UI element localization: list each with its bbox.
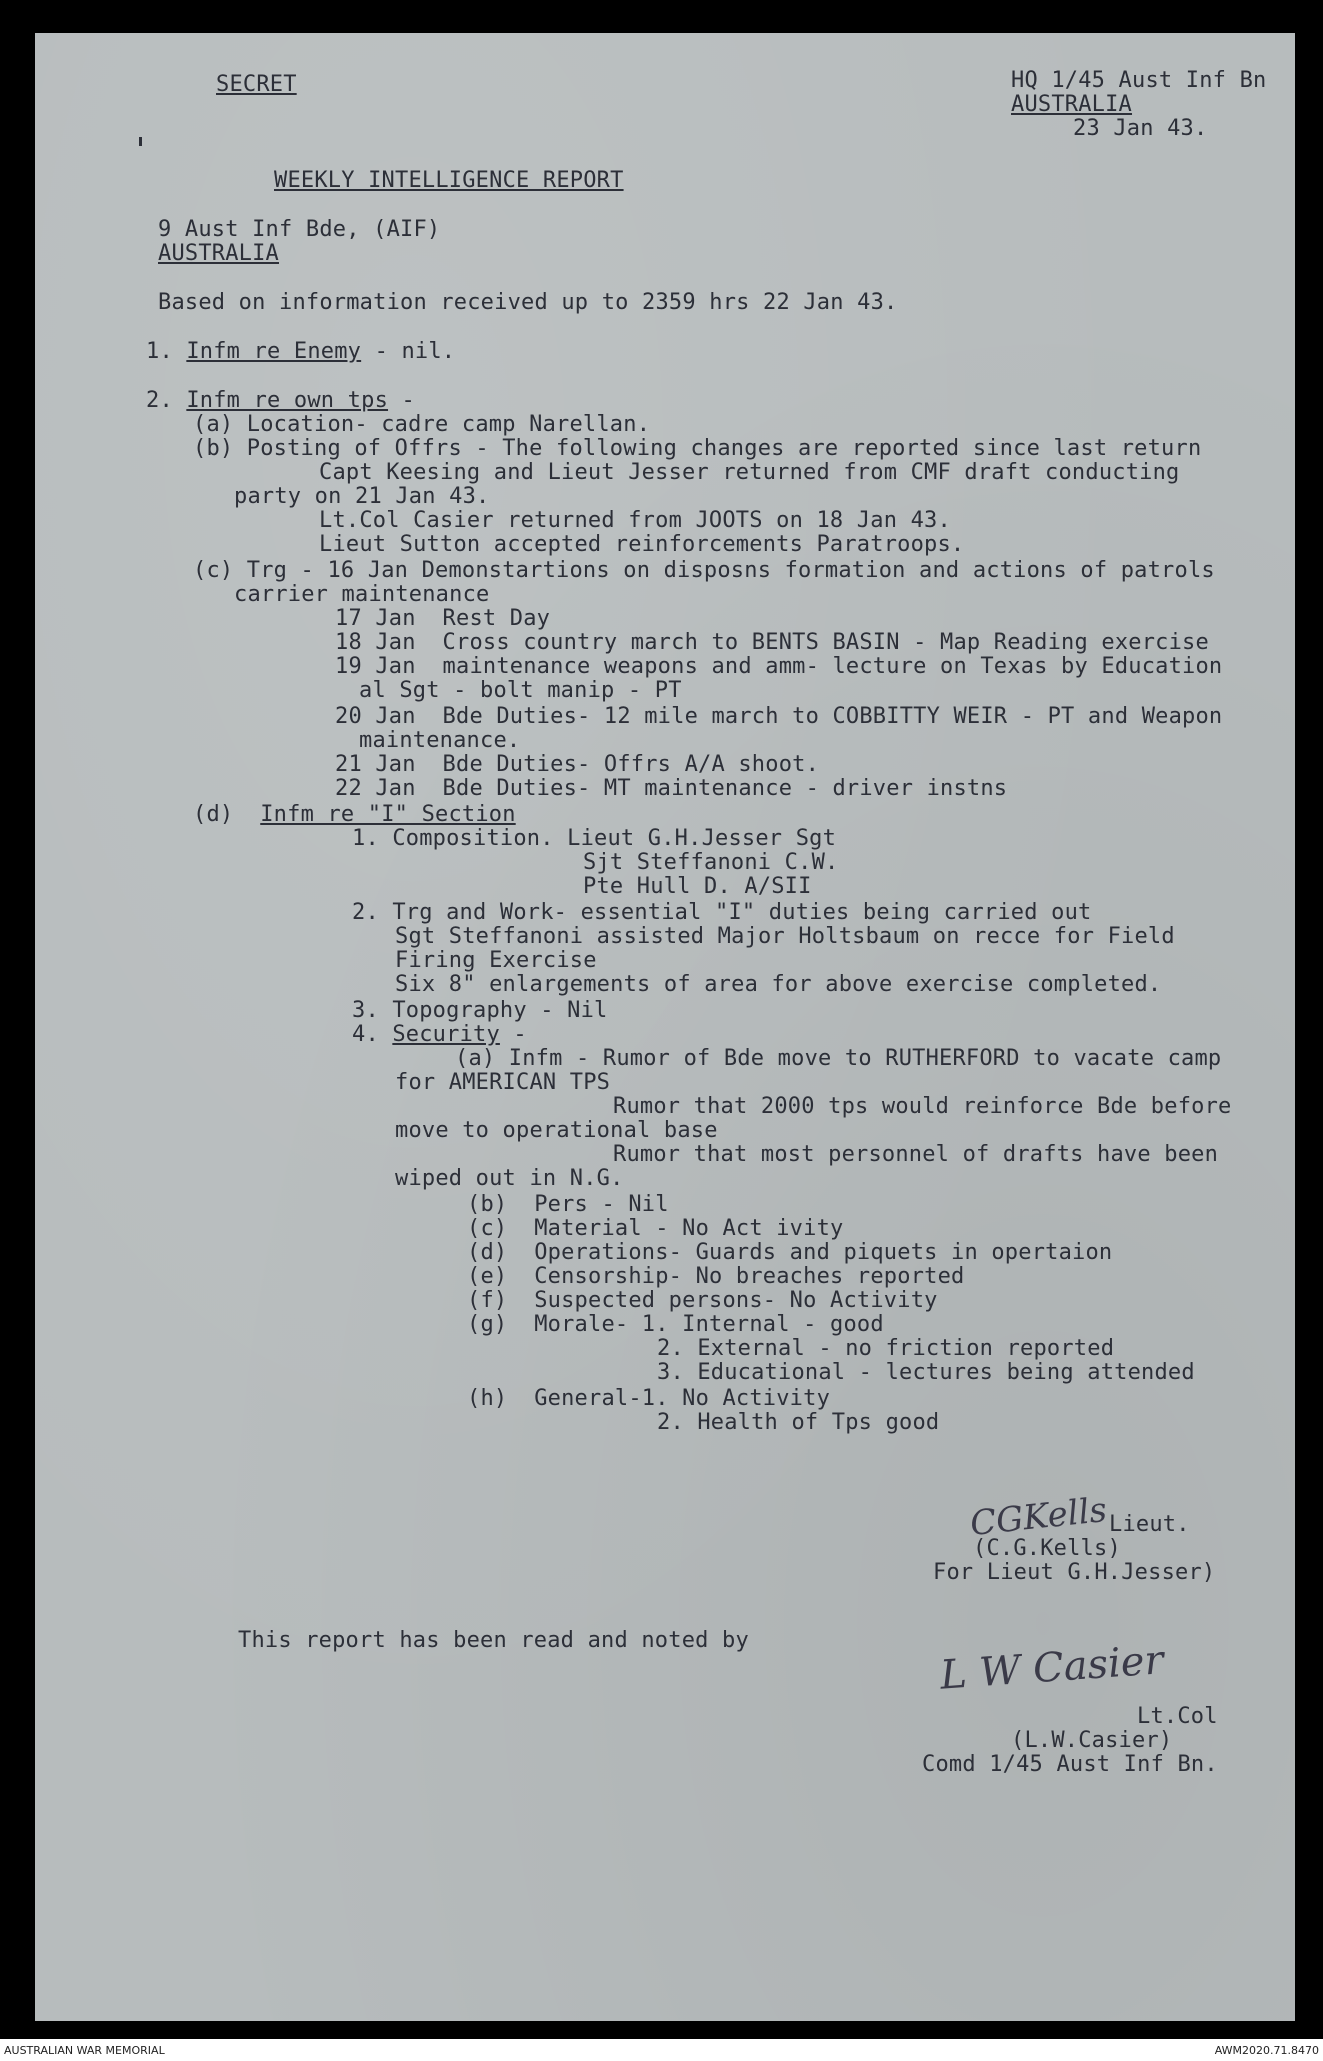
- posting-line: (b) Posting of Offrs - The following changes are reported since last return: [193, 436, 1202, 461]
- item-text: - nil.: [361, 339, 456, 364]
- training-line: carrier maintenance: [234, 582, 490, 607]
- item-1: [146, 340, 455, 364]
- security-line: 3. Educational - lectures being attended: [657, 1360, 1195, 1385]
- training-line: maintenance.: [359, 728, 521, 753]
- training-line: 20 Jan Bde Duties- 12 mile march to COBBITTY WEIR - PT and Weapon: [335, 704, 1223, 729]
- security-line: wiped out in N.G.: [395, 1166, 624, 1191]
- security-line: for AMERICAN TPS: [395, 1070, 611, 1095]
- signature-rank: Lt.Col: [1137, 1704, 1218, 1729]
- location-line: (a) Location- cadre camp Narellan.: [193, 412, 651, 437]
- noted-by-statement: This report has been read and noted by: [238, 1628, 749, 1653]
- report-date: 23 Jan 43.: [1073, 116, 1208, 141]
- unit-location: AUSTRALIA: [1011, 92, 1133, 117]
- work-line: Sgt Steffanoni assisted Major Holtsbaum on recce for Field: [395, 924, 1175, 949]
- recipient-line: 9 Aust Inf Bde, (AIF): [158, 217, 441, 242]
- document-page: [35, 33, 1295, 2021]
- training-line: (c) Trg - 16 Jan Demonstartions on disposns formation and actions of patrols: [193, 558, 1215, 583]
- ink-mark: [139, 137, 142, 146]
- security-line: (a) Infm - Rumor of Bde move to RUTHERFORD to vacate camp: [455, 1046, 1222, 1071]
- signature-rank: Lieut.: [1109, 1512, 1190, 1537]
- signature-for: For Lieut G.H.Jesser): [933, 1560, 1216, 1585]
- training-line: 17 Jan Rest Day: [335, 606, 551, 631]
- security-line: (b) Pers - Nil: [467, 1192, 669, 1217]
- security-line: Rumor that 2000 tps would reinforce Bde before: [613, 1094, 1232, 1119]
- secret-marking: SECRET: [216, 72, 297, 97]
- work-line: Firing Exercise: [395, 948, 597, 973]
- posting-line: Lieut Sutton accepted reinforcements Paratroops.: [319, 532, 965, 557]
- training-line: 21 Jan Bde Duties- Offrs A/A shoot.: [335, 752, 820, 777]
- training-line: 18 Jan Cross country march to BENTS BASIN - Map Reading exercise: [335, 630, 1209, 655]
- signature-name: (L.W.Casier): [1011, 1728, 1173, 1753]
- posting-line: Lt.Col Casier returned from JOOTS on 18 Jan 43.: [319, 508, 951, 533]
- work-line: Six 8" enlargements of area for above exercise completed.: [395, 972, 1162, 997]
- footer-strip: [0, 2039, 1323, 2061]
- signature-command: Comd 1/45 Aust Inf Bn.: [922, 1752, 1218, 1777]
- composition-line: Sjt Steffanoni C.W.: [583, 850, 839, 875]
- security-line: 2. Health of Tps good: [657, 1410, 940, 1435]
- unit-header: HQ 1/45 Aust Inf Bn: [1011, 68, 1267, 93]
- archive-id: AWM2020.71.8470: [1214, 2044, 1319, 2057]
- item-heading: Infm re own tps: [186, 388, 389, 413]
- security-line: move to operational base: [395, 1118, 718, 1143]
- item-number: 1.: [146, 339, 173, 364]
- composition-line: Pte Hull D. A/SII: [583, 874, 812, 899]
- security-line: (e) Censorship- No breaches reported: [467, 1264, 965, 1289]
- security-line: Rumor that most personnel of drafts have been: [613, 1142, 1219, 1167]
- posting-line: party on 21 Jan 43.: [234, 484, 490, 509]
- posting-line: Capt Keesing and Lieut Jesser returned from CMF draft conducting: [319, 460, 1180, 485]
- archive-credit: AUSTRALIAN WAR MEMORIAL: [4, 2044, 165, 2057]
- security-line: (c) Material - No Act ivity: [467, 1216, 844, 1241]
- security-line: (f) Suspected persons- No Activity: [467, 1288, 938, 1313]
- item-heading: Infm re Enemy: [186, 339, 362, 364]
- topography-line: 3. Topography - Nil: [352, 998, 608, 1023]
- security-line: 2. External - no friction reported: [657, 1336, 1115, 1361]
- item-number: 2.: [146, 388, 173, 413]
- casier-signature: L W Casier: [938, 1637, 1166, 1699]
- composition-line: 1. Composition. Lieut G.H.Jesser Sgt: [352, 826, 837, 851]
- kells-signature: CGKells: [968, 1489, 1109, 1545]
- i-section-heading: (d) Infm re "I" Section: [193, 802, 516, 827]
- training-line: 22 Jan Bde Duties- MT maintenance - driver instns: [335, 776, 1008, 801]
- item-2: 2. Infm re own tps -: [146, 388, 415, 413]
- report-title: WEEKLY INTELLIGENCE REPORT: [274, 168, 624, 193]
- signature-name: (C.G.Kells): [973, 1536, 1121, 1561]
- training-line: al Sgt - bolt manip - PT: [359, 678, 682, 703]
- security-line: (g) Morale- 1. Internal - good: [467, 1312, 884, 1337]
- training-line: 19 Jan maintenance weapons and amm- lecture on Texas by Education: [335, 654, 1223, 679]
- based-on-statement: Based on information received up to 2359 hrs 22 Jan 43.: [158, 290, 898, 315]
- security-line: (d) Operations- Guards and piquets in opertaion: [467, 1240, 1113, 1265]
- work-line: 2. Trg and Work- essential "I" duties being carried out: [352, 900, 1092, 925]
- recipient-location: AUSTRALIA: [158, 241, 280, 266]
- security-line: (h) General-1. No Activity: [467, 1386, 831, 1411]
- security-heading: 4. Security -: [352, 1022, 527, 1047]
